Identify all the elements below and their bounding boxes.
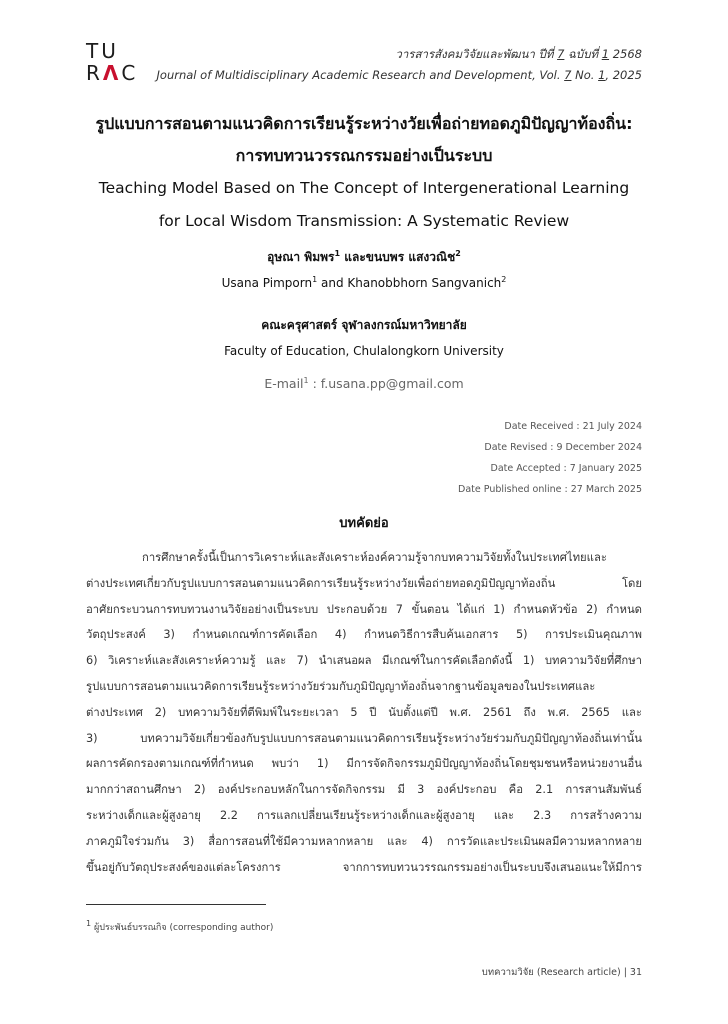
abstract-line: มากกว่าสถานศึกษา 2) องค์ประกอบหลักในการจัดกิจกรรม มี 3 องค์ประกอบ คือ 2.1 การสานสัมพันธ์ (86, 783, 642, 797)
journal-logo (86, 40, 146, 84)
affiliation-thai: คณะครุศาสตร์ จุฬาลงกรณ์มหาวิทยาลัย (261, 318, 467, 332)
authors-en: Usana Pimporn$^1$ and Khanobbhorn Sangvanich$^2$ (221, 275, 507, 290)
date-revised: Date Revised : 9 December 2024 (484, 442, 642, 453)
title-en-line-2: for Local Wisdom Transmission: A Systematic Review (158, 212, 570, 230)
logo-r: R (86, 61, 103, 85)
date-received: Date Received : 21 July 2024 (504, 421, 642, 432)
affiliation-en: Faculty of Education, Chulalongkorn University (224, 344, 504, 358)
abstract-line: การศึกษาครั้งนี้เป็นการวิเคราะห์และสังเคราะห์องค์ความรู้จากบทความวิจัยทั้งในประเทศไทยและ (142, 551, 607, 564)
abstract-line: ผลการคัดกรองตามเกณฑ์ที่กำหนด พบว่า 1) มีการจัดกิจกรรมภูมิปัญญาท้องถิ่นโดยชุมชนหรือหน่วยงานอื่น (86, 757, 642, 771)
date-accepted: Date Accepted : 7 January 2025 (490, 463, 642, 474)
email-address[interactable]: f.usana.pp@gmail.com (320, 376, 464, 391)
logo-c: C (121, 61, 139, 85)
abstract-line: อาศัยกระบวนการทบทวนงานวิจัยอย่างเป็นระบบ ประกอบด้วย 7 ขั้นตอน ได้แก่ 1) กำหนดหัวข้อ 2) กำหนด (86, 602, 642, 616)
footnote: $^1$ ผู้ประพันธ์บรรณกิจ (corresponding author) (86, 919, 274, 933)
title-thai-line-2: การทบทวนวรรณกรรมอย่างเป็นระบบ (235, 146, 493, 165)
logo-a: Λ (102, 61, 122, 85)
logo-line-1: TU (86, 39, 119, 63)
abstract-body (86, 545, 642, 880)
footnote-divider (86, 904, 266, 905)
abstract-line: ขึ้นอยู่กับวัตถุประสงค์ของแต่ละโครงการ จากการทบทวนวรรณกรรมอย่างเป็นระบบจึงเสนอแนะให้มีการ (86, 860, 642, 874)
paper-title (60, 108, 668, 238)
title-thai-line-1: รูปแบบการสอนตามแนวคิดการเรียนรู้ระหว่างวัยเพื่อถ่ายทอดภูมิปัญญาท้องถิ่น: (95, 114, 633, 133)
logo-line-2 (86, 62, 146, 84)
abstract-heading: บทคัดย่อ (339, 516, 389, 531)
abstract-line: วัตถุประสงค์ 3) กำหนดเกณฑ์การคัดเลือก 4) กำหนดวิธีการสืบค้นเอกสาร 5) การประเมินคุณภาพ (86, 628, 642, 642)
page-footer: บทความวิจัย (Research article) | 31 (481, 967, 642, 978)
authors-thai: อุษณา พิมพร$^1$ และขนบพร แสงวณิช$^2$ (267, 249, 461, 264)
abstract-line: 6) วิเคราะห์และสังเคราะห์ความรู้ และ 7) นำเสนอผล มีเกณฑ์ในการคัดเลือกดังนี้ 1) บทความวิจัยที่ศึกษา (86, 654, 642, 668)
title-en-line-1: Teaching Model Based on The Concept of Intergenerational Learning (98, 179, 630, 197)
abstract-line: ต่างประเทศ 2) บทความวิจัยที่ตีพิมพ์ในระยะเวลา 5 ปี นับตั้งแต่ปี พ.ศ. 2561 ถึง พ.ศ. 2565 และ (86, 705, 642, 719)
abstract-line: ระหว่างเด็กและผู้สูงอายุ 2.2 การแลกเปลี่ยนเรียนรู้ระหว่างเด็กและผู้สูงอายุ และ 2.3 การสร้างความ (86, 808, 642, 822)
author-email: E-mail$^1$ : f.usana.pp@gmail.com (264, 375, 464, 391)
journal-header (157, 44, 642, 86)
journal-thai-line: วารสารสังคมวิจัยและพัฒนา ปีที่ 7 ฉบับที่ 1 2568 (395, 47, 642, 61)
date-published: Date Published online : 27 March 2025 (458, 484, 642, 495)
article-dates (458, 416, 642, 500)
abstract-line: 3) บทความวิจัยเกี่ยวข้องกับรูปแบบการสอนตามแนวคิดการเรียนรู้ระหว่างวัยร่วมกับภูมิปัญญาท้องถิ่นเท่านั้น (86, 731, 642, 745)
authors (60, 244, 668, 296)
abstract-line: รูปแบบการสอนตามแนวคิดการเรียนรู้ระหว่างวัยร่วมกับภูมิปัญญาท้องถิ่นจากฐานข้อมูลของในประเทศและ (86, 679, 596, 693)
abstract-line: ภาคภูมิใจร่วมกัน 3) สื่อการสอนที่ใช้มีความหลากหลาย และ 4) การวัดและประเมินผลมีความหลากหลาย (86, 834, 642, 848)
affiliation (60, 312, 668, 364)
journal-en-line: Journal of Multidisciplinary Academic Research and Development, Vol. 7 No. 1, 2025 (156, 68, 642, 82)
abstract-line: ต่างประเทศเกี่ยวกับรูปแบบการสอนตามแนวคิดการเรียนรู้ระหว่างวัยเพื่อถ่ายทอดภูมิปัญญาท้องถิ่น โดย (86, 576, 642, 590)
